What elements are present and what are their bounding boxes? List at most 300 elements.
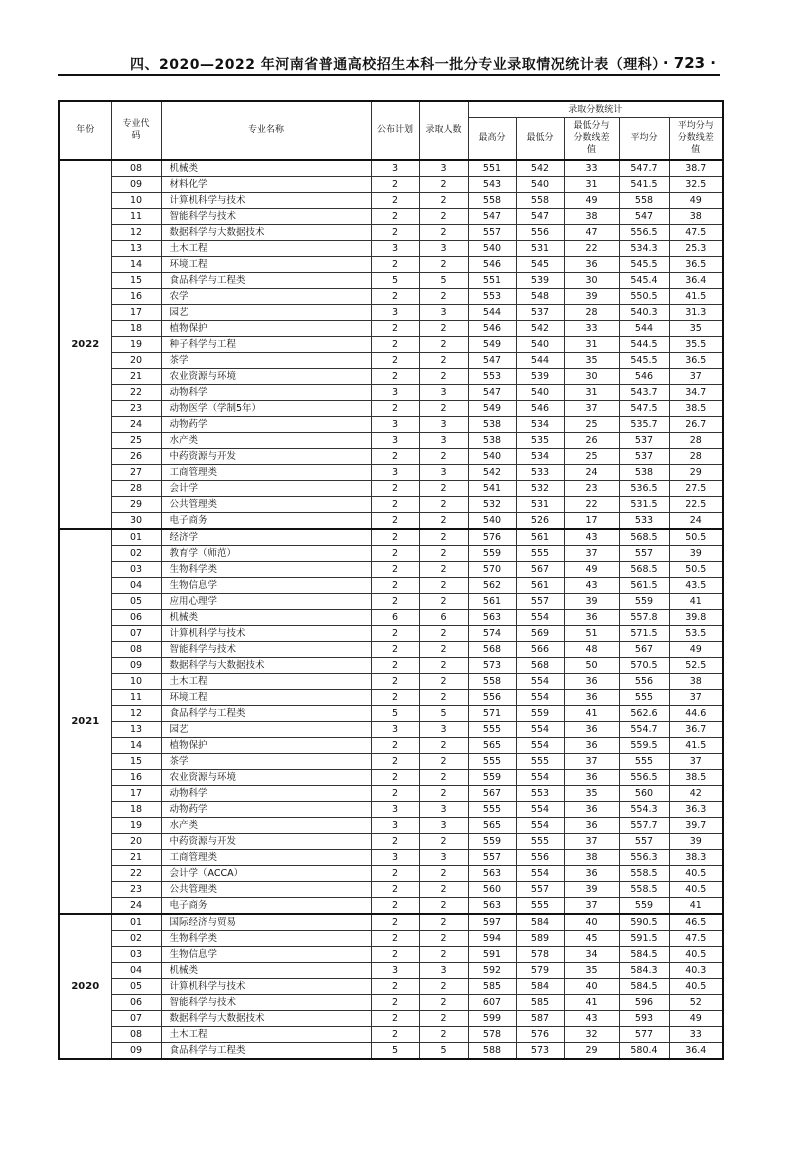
avg_diff-cell: 36.5 — [669, 352, 723, 368]
avg-cell: 544.5 — [619, 336, 669, 352]
plan-cell: 3 — [371, 801, 419, 817]
name-cell: 园艺 — [161, 304, 371, 320]
plan-cell: 2 — [371, 593, 419, 609]
avg_diff-cell: 36.7 — [669, 721, 723, 737]
admitted-cell: 5 — [419, 705, 468, 721]
name-cell: 数据科学与大数据技术 — [161, 657, 371, 673]
min_diff-cell: 39 — [564, 593, 619, 609]
max-cell: 551 — [468, 160, 516, 177]
avg-cell: 540.3 — [619, 304, 669, 320]
code-cell: 03 — [111, 561, 161, 577]
avg-cell: 543.7 — [619, 384, 669, 400]
max-cell: 559 — [468, 769, 516, 785]
code-cell: 15 — [111, 272, 161, 288]
plan-cell: 2 — [371, 561, 419, 577]
plan-cell: 3 — [371, 240, 419, 256]
min-cell: 587 — [516, 1010, 564, 1026]
min_diff-cell: 25 — [564, 416, 619, 432]
min-cell: 555 — [516, 897, 564, 914]
min_diff-cell: 36 — [564, 256, 619, 272]
table-row — [59, 561, 723, 577]
code-cell: 19 — [111, 336, 161, 352]
min-cell: 566 — [516, 641, 564, 657]
plan-cell: 2 — [371, 833, 419, 849]
max-cell: 568 — [468, 641, 516, 657]
name-cell: 智能科学与技术 — [161, 641, 371, 657]
name-cell: 数据科学与大数据技术 — [161, 1010, 371, 1026]
header-avg: 平均分 — [619, 118, 669, 160]
min_diff-cell: 43 — [564, 1010, 619, 1026]
code-cell: 02 — [111, 930, 161, 946]
plan-cell: 2 — [371, 641, 419, 657]
min_diff-cell: 25 — [564, 448, 619, 464]
code-cell: 28 — [111, 480, 161, 496]
admitted-cell: 2 — [419, 930, 468, 946]
avg_diff-cell: 24 — [669, 512, 723, 529]
code-cell: 18 — [111, 801, 161, 817]
avg-cell: 568.5 — [619, 529, 669, 546]
header-min: 最低分 — [516, 118, 564, 160]
admitted-cell: 2 — [419, 176, 468, 192]
min_diff-cell: 36 — [564, 673, 619, 689]
avg_diff-cell: 28 — [669, 448, 723, 464]
max-cell: 597 — [468, 914, 516, 931]
min-cell: 584 — [516, 914, 564, 931]
name-cell: 计算机科学与技术 — [161, 192, 371, 208]
avg_diff-cell: 36.3 — [669, 801, 723, 817]
min-cell: 557 — [516, 881, 564, 897]
table-row — [59, 962, 723, 978]
avg_diff-cell: 49 — [669, 641, 723, 657]
min_diff-cell: 47 — [564, 224, 619, 240]
avg-cell: 547.7 — [619, 160, 669, 177]
name-cell: 动物医学（学制5年） — [161, 400, 371, 416]
name-cell: 植物保护 — [161, 737, 371, 753]
table-row — [59, 978, 723, 994]
admitted-cell: 2 — [419, 914, 468, 931]
avg_diff-cell: 46.5 — [669, 914, 723, 931]
plan-cell: 3 — [371, 817, 419, 833]
code-cell: 13 — [111, 721, 161, 737]
max-cell: 559 — [468, 833, 516, 849]
admitted-cell: 2 — [419, 641, 468, 657]
avg-cell: 593 — [619, 1010, 669, 1026]
min_diff-cell: 49 — [564, 561, 619, 577]
min_diff-cell: 36 — [564, 817, 619, 833]
avg-cell: 550.5 — [619, 288, 669, 304]
header-name: 专业名称 — [161, 101, 371, 160]
admitted-cell: 2 — [419, 256, 468, 272]
min-cell: 554 — [516, 737, 564, 753]
min_diff-cell: 22 — [564, 496, 619, 512]
table-row — [59, 609, 723, 625]
max-cell: 540 — [468, 448, 516, 464]
admitted-cell: 2 — [419, 288, 468, 304]
admitted-cell: 3 — [419, 721, 468, 737]
header-admitted: 录取人数 — [419, 101, 468, 160]
table-row — [59, 994, 723, 1010]
admitted-cell: 2 — [419, 833, 468, 849]
avg_diff-cell: 52 — [669, 994, 723, 1010]
avg_diff-cell: 41.5 — [669, 288, 723, 304]
plan-cell: 5 — [371, 1042, 419, 1059]
min_diff-cell: 36 — [564, 721, 619, 737]
admitted-cell: 2 — [419, 480, 468, 496]
code-cell: 14 — [111, 256, 161, 272]
name-cell: 茶学 — [161, 352, 371, 368]
admitted-cell: 3 — [419, 432, 468, 448]
min-cell: 556 — [516, 224, 564, 240]
code-cell: 05 — [111, 593, 161, 609]
avg_diff-cell: 39.7 — [669, 817, 723, 833]
plan-cell: 3 — [371, 384, 419, 400]
code-cell: 02 — [111, 545, 161, 561]
avg-cell: 537 — [619, 432, 669, 448]
plan-cell: 2 — [371, 673, 419, 689]
avg_diff-cell: 34.7 — [669, 384, 723, 400]
code-cell: 11 — [111, 689, 161, 705]
table-row — [59, 737, 723, 753]
admitted-cell: 2 — [419, 593, 468, 609]
code-cell: 22 — [111, 865, 161, 881]
min_diff-cell: 37 — [564, 897, 619, 914]
min-cell: 554 — [516, 609, 564, 625]
plan-cell: 2 — [371, 897, 419, 914]
name-cell: 动物科学 — [161, 384, 371, 400]
table-row — [59, 400, 723, 416]
avg-cell: 556.5 — [619, 769, 669, 785]
min_diff-cell: 24 — [564, 464, 619, 480]
plan-cell: 2 — [371, 625, 419, 641]
avg-cell: 558.5 — [619, 865, 669, 881]
min_diff-cell: 36 — [564, 689, 619, 705]
plan-cell: 2 — [371, 785, 419, 801]
min-cell: 545 — [516, 256, 564, 272]
min-cell: 553 — [516, 785, 564, 801]
code-cell: 07 — [111, 1010, 161, 1026]
min_diff-cell: 26 — [564, 432, 619, 448]
code-cell: 12 — [111, 705, 161, 721]
year-cell: 2021 — [59, 529, 111, 914]
code-cell: 10 — [111, 673, 161, 689]
min-cell: 548 — [516, 288, 564, 304]
admitted-cell: 5 — [419, 272, 468, 288]
table-row — [59, 1042, 723, 1059]
max-cell: 551 — [468, 272, 516, 288]
avg_diff-cell: 36.5 — [669, 256, 723, 272]
avg_diff-cell: 42 — [669, 785, 723, 801]
avg-cell: 547.5 — [619, 400, 669, 416]
min-cell: 555 — [516, 753, 564, 769]
admitted-cell: 2 — [419, 336, 468, 352]
code-cell: 06 — [111, 609, 161, 625]
page-title: 四、2020—2022 年河南省普通高校招生本科一批分专业录取情况统计表（理科） — [130, 57, 667, 73]
name-cell: 国际经济与贸易 — [161, 914, 371, 931]
avg-cell: 570.5 — [619, 657, 669, 673]
plan-cell: 3 — [371, 464, 419, 480]
avg-cell: 533 — [619, 512, 669, 529]
max-cell: 562 — [468, 577, 516, 593]
avg_diff-cell: 38.7 — [669, 160, 723, 177]
table-row — [59, 288, 723, 304]
max-cell: 546 — [468, 256, 516, 272]
avg_diff-cell: 35 — [669, 320, 723, 336]
code-cell: 17 — [111, 304, 161, 320]
table-row — [59, 368, 723, 384]
name-cell: 生物科学类 — [161, 930, 371, 946]
name-cell: 水产类 — [161, 432, 371, 448]
name-cell: 动物药学 — [161, 416, 371, 432]
plan-cell: 5 — [371, 705, 419, 721]
plan-cell: 2 — [371, 224, 419, 240]
name-cell: 土木工程 — [161, 673, 371, 689]
name-cell: 农业资源与环境 — [161, 769, 371, 785]
code-cell: 08 — [111, 1026, 161, 1042]
max-cell: 588 — [468, 1042, 516, 1059]
code-cell: 22 — [111, 384, 161, 400]
min-cell: 554 — [516, 769, 564, 785]
admission-table — [58, 100, 724, 1060]
min_diff-cell: 48 — [564, 641, 619, 657]
min-cell: 535 — [516, 432, 564, 448]
min-cell: 554 — [516, 865, 564, 881]
table-row — [59, 897, 723, 914]
table-row — [59, 256, 723, 272]
max-cell: 573 — [468, 657, 516, 673]
name-cell: 公共管理类 — [161, 496, 371, 512]
max-cell: 555 — [468, 721, 516, 737]
table-row — [59, 416, 723, 432]
min-cell: 544 — [516, 352, 564, 368]
max-cell: 563 — [468, 897, 516, 914]
avg_diff-cell: 38.5 — [669, 769, 723, 785]
name-cell: 生物科学类 — [161, 561, 371, 577]
admitted-cell: 3 — [419, 817, 468, 833]
plan-cell: 2 — [371, 737, 419, 753]
admitted-cell: 2 — [419, 1010, 468, 1026]
table-row — [59, 545, 723, 561]
avg-cell: 584.3 — [619, 962, 669, 978]
admitted-cell: 5 — [419, 1042, 468, 1059]
admitted-cell: 2 — [419, 769, 468, 785]
admitted-cell: 2 — [419, 865, 468, 881]
table-row — [59, 593, 723, 609]
table-row — [59, 785, 723, 801]
admitted-cell: 2 — [419, 785, 468, 801]
header-max: 最高分 — [468, 118, 516, 160]
avg_diff-cell: 27.5 — [669, 480, 723, 496]
admitted-cell: 3 — [419, 240, 468, 256]
plan-cell: 3 — [371, 304, 419, 320]
max-cell: 570 — [468, 561, 516, 577]
name-cell: 农学 — [161, 288, 371, 304]
plan-cell: 2 — [371, 865, 419, 881]
min_diff-cell: 51 — [564, 625, 619, 641]
avg-cell: 571.5 — [619, 625, 669, 641]
min_diff-cell: 28 — [564, 304, 619, 320]
code-cell: 12 — [111, 224, 161, 240]
table-row — [59, 817, 723, 833]
avg-cell: 538 — [619, 464, 669, 480]
avg_diff-cell: 50.5 — [669, 561, 723, 577]
min_diff-cell: 39 — [564, 881, 619, 897]
name-cell: 机械类 — [161, 609, 371, 625]
name-cell: 生物信息学 — [161, 577, 371, 593]
admitted-cell: 2 — [419, 881, 468, 897]
table-row — [59, 208, 723, 224]
avg_diff-cell: 33 — [669, 1026, 723, 1042]
min-cell: 526 — [516, 512, 564, 529]
avg-cell: 557.7 — [619, 817, 669, 833]
min-cell: 531 — [516, 496, 564, 512]
plan-cell: 2 — [371, 753, 419, 769]
max-cell: 599 — [468, 1010, 516, 1026]
table-row — [59, 673, 723, 689]
avg_diff-cell: 43.5 — [669, 577, 723, 593]
min-cell: 578 — [516, 946, 564, 962]
max-cell: 571 — [468, 705, 516, 721]
admitted-cell: 2 — [419, 512, 468, 529]
min_diff-cell: 37 — [564, 400, 619, 416]
min-cell: 537 — [516, 304, 564, 320]
min-cell: 539 — [516, 272, 564, 288]
code-cell: 16 — [111, 769, 161, 785]
avg_diff-cell: 29 — [669, 464, 723, 480]
table-row — [59, 930, 723, 946]
avg-cell: 545.4 — [619, 272, 669, 288]
code-cell: 20 — [111, 833, 161, 849]
admitted-cell: 2 — [419, 192, 468, 208]
plan-cell: 2 — [371, 657, 419, 673]
name-cell: 动物科学 — [161, 785, 371, 801]
code-cell: 07 — [111, 625, 161, 641]
min-cell: 567 — [516, 561, 564, 577]
name-cell: 植物保护 — [161, 320, 371, 336]
code-cell: 19 — [111, 817, 161, 833]
max-cell: 594 — [468, 930, 516, 946]
plan-cell: 2 — [371, 769, 419, 785]
avg-cell: 558.5 — [619, 881, 669, 897]
plan-cell: 2 — [371, 256, 419, 272]
name-cell: 会计学（ACCA） — [161, 865, 371, 881]
code-cell: 25 — [111, 432, 161, 448]
max-cell: 574 — [468, 625, 516, 641]
code-cell: 24 — [111, 416, 161, 432]
avg_diff-cell: 41 — [669, 897, 723, 914]
plan-cell: 2 — [371, 994, 419, 1010]
avg-cell: 557 — [619, 545, 669, 561]
min-cell: 576 — [516, 1026, 564, 1042]
min_diff-cell: 37 — [564, 545, 619, 561]
plan-cell: 3 — [371, 849, 419, 865]
max-cell: 607 — [468, 994, 516, 1010]
plan-cell: 3 — [371, 160, 419, 177]
header-score-stats: 录取分数统计 — [468, 101, 723, 118]
name-cell: 食品科学与工程类 — [161, 272, 371, 288]
max-cell: 541 — [468, 480, 516, 496]
code-cell: 23 — [111, 881, 161, 897]
avg_diff-cell: 32.5 — [669, 176, 723, 192]
admitted-cell: 2 — [419, 657, 468, 673]
avg_diff-cell: 36.4 — [669, 272, 723, 288]
avg_diff-cell: 36.4 — [669, 1042, 723, 1059]
max-cell: 565 — [468, 737, 516, 753]
code-cell: 20 — [111, 352, 161, 368]
name-cell: 教育学（师范） — [161, 545, 371, 561]
min-cell: 540 — [516, 336, 564, 352]
max-cell: 555 — [468, 801, 516, 817]
plan-cell: 3 — [371, 416, 419, 432]
min_diff-cell: 29 — [564, 1042, 619, 1059]
admitted-cell: 3 — [419, 304, 468, 320]
code-cell: 03 — [111, 946, 161, 962]
admitted-cell: 3 — [419, 416, 468, 432]
avg_diff-cell: 25.3 — [669, 240, 723, 256]
admitted-cell: 2 — [419, 753, 468, 769]
header-code: 专业代码 — [111, 101, 161, 160]
avg_diff-cell: 39 — [669, 545, 723, 561]
min-cell: 569 — [516, 625, 564, 641]
name-cell: 种子科学与工程 — [161, 336, 371, 352]
avg_diff-cell: 38 — [669, 673, 723, 689]
avg_diff-cell: 37 — [669, 689, 723, 705]
avg-cell: 557.8 — [619, 609, 669, 625]
name-cell: 计算机科学与技术 — [161, 625, 371, 641]
max-cell: 556 — [468, 689, 516, 705]
min-cell: 531 — [516, 240, 564, 256]
name-cell: 电子商务 — [161, 897, 371, 914]
max-cell: 560 — [468, 881, 516, 897]
code-cell: 21 — [111, 849, 161, 865]
avg_diff-cell: 31.3 — [669, 304, 723, 320]
plan-cell: 2 — [371, 930, 419, 946]
table-row — [59, 192, 723, 208]
code-cell: 27 — [111, 464, 161, 480]
min_diff-cell: 17 — [564, 512, 619, 529]
page-number: · 723 · — [662, 54, 716, 72]
plan-cell: 5 — [371, 272, 419, 288]
max-cell: 547 — [468, 208, 516, 224]
min_diff-cell: 32 — [564, 1026, 619, 1042]
avg-cell: 584.5 — [619, 978, 669, 994]
avg_diff-cell: 40.5 — [669, 881, 723, 897]
max-cell: 559 — [468, 545, 516, 561]
min_diff-cell: 50 — [564, 657, 619, 673]
table-row — [59, 272, 723, 288]
year-group — [59, 914, 723, 1059]
table-row — [59, 320, 723, 336]
min-cell: 547 — [516, 208, 564, 224]
avg_diff-cell: 40.5 — [669, 978, 723, 994]
max-cell: 540 — [468, 512, 516, 529]
max-cell: 544 — [468, 304, 516, 320]
admitted-cell: 2 — [419, 897, 468, 914]
name-cell: 工商管理类 — [161, 849, 371, 865]
table-row — [59, 496, 723, 512]
name-cell: 水产类 — [161, 817, 371, 833]
table-row — [59, 769, 723, 785]
max-cell: 555 — [468, 753, 516, 769]
min_diff-cell: 36 — [564, 737, 619, 753]
table-row — [59, 625, 723, 641]
admitted-cell: 2 — [419, 737, 468, 753]
min_diff-cell: 38 — [564, 849, 619, 865]
plan-cell: 2 — [371, 512, 419, 529]
avg-cell: 559 — [619, 897, 669, 914]
min_diff-cell: 37 — [564, 833, 619, 849]
admitted-cell: 2 — [419, 400, 468, 416]
min-cell: 561 — [516, 529, 564, 546]
